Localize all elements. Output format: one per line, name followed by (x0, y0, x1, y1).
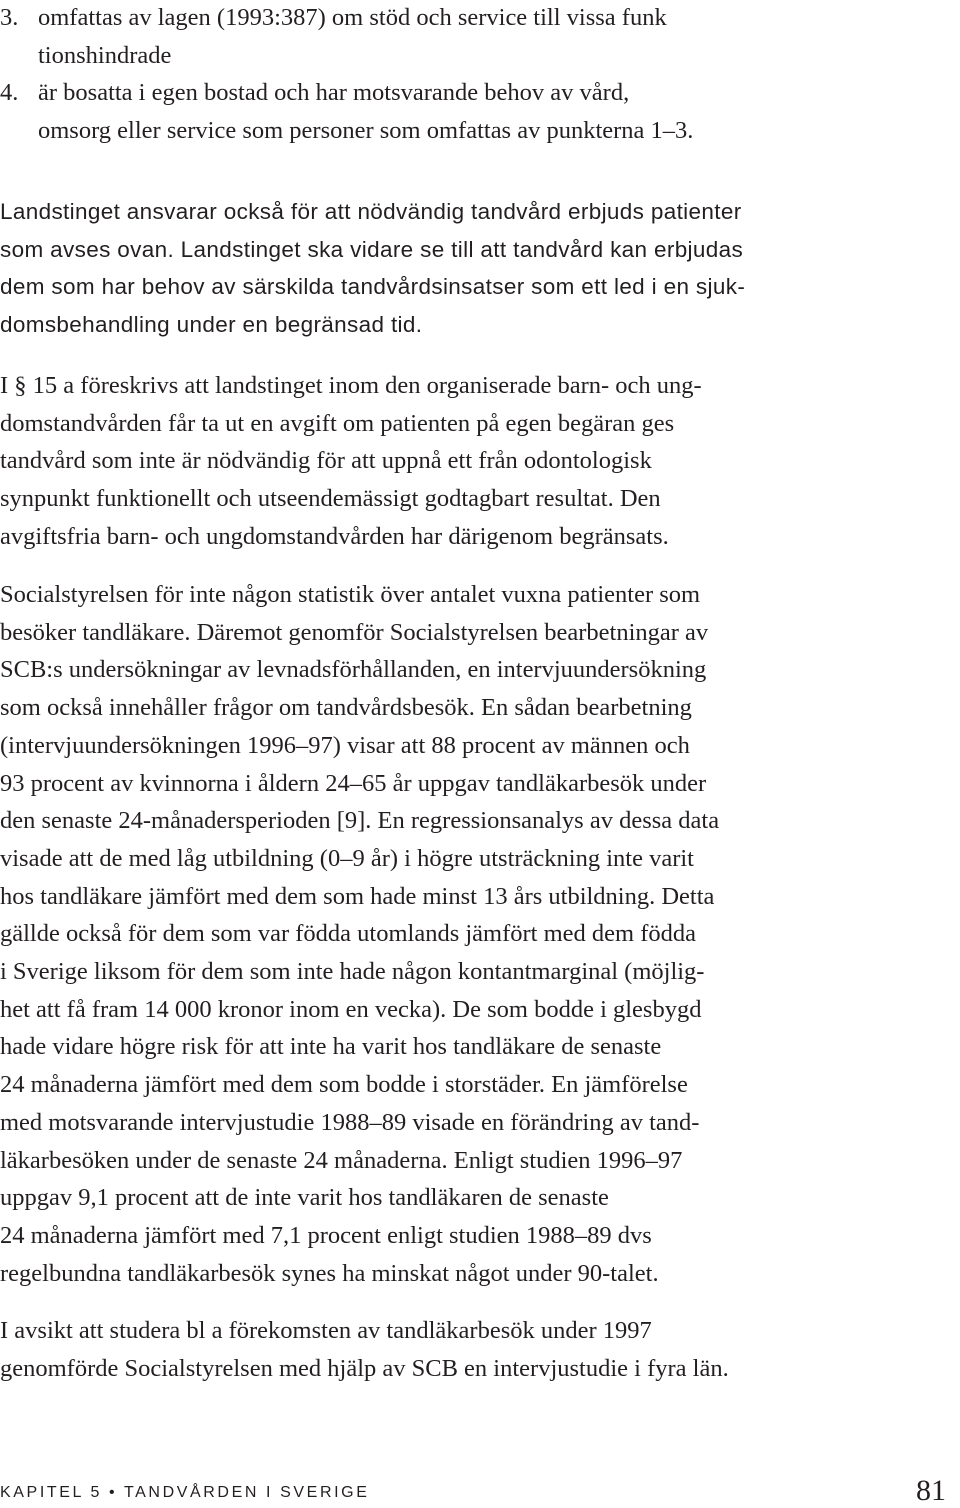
paragraph-line: som avses ovan. Landstinget ska vidare se till att tandvård kan erbjudas (0, 236, 744, 262)
paragraph-line: Landstinget ansvarar också för att nödvändig tandvård erbjuds patienter (0, 199, 742, 224)
body-paragraph (0, 367, 865, 556)
paragraph-line: den senaste 24-månadersperioden [9]. En regressionsanalys av dessa data (0, 807, 720, 835)
paragraph-line: regelbundna tandläkarbesök synes ha minskat något under 90-talet. (0, 1259, 659, 1287)
list-item-line: omfattas av lagen (1993:387) om stöd och service till vissa funk (38, 4, 667, 31)
paragraph-line: domstandvården får ta ut en avgift om patienten på egen begäran ges (0, 409, 675, 437)
paragraph-line: domsbehandling under en begränsad tid. (0, 312, 423, 338)
paragraph-line: 24 månaderna jämfört med dem som bodde i storstäder. En jämförelse (0, 1071, 688, 1099)
paragraph-line: I § 15 a föreskrivs att landstinget inom den organiserade barn- och ung- (0, 372, 702, 399)
page-footer (0, 1474, 946, 1508)
paragraph-line: avgiftsfria barn- och ungdomstandvården har därigenom begränsats. (0, 522, 669, 550)
body-paragraph (0, 576, 865, 1292)
paragraph-line: I avsikt att studera bl a förekomsten av tandläkarbesök under 1997 (0, 1317, 652, 1344)
paragraph-line: SCB:s undersökningar av levnadsförhållanden, en intervjuundersökning (0, 656, 707, 684)
paragraph-line: uppgav 9,1 procent att de inte varit hos tandläkaren de senaste (0, 1184, 609, 1212)
body-paragraph (0, 193, 865, 344)
paragraph-line: genomförde Socialstyrelsen med hjälp av SCB en intervjustudie i fyra län. (0, 1354, 729, 1382)
list-marker: 4. (0, 79, 19, 106)
page-number: 81 (916, 1474, 946, 1507)
paragraph-line: dem som har behov av särskilda tandvårdsinsatser som ett led i en sjuk- (0, 274, 746, 300)
numbered-list (0, 0, 898, 149)
paragraph-line: (intervjuundersökningen 1996–97) visar att 88 procent av männen och (0, 731, 690, 759)
paragraph-line: Socialstyrelsen för inte någon statistik över antalet vuxna patienter som (0, 581, 701, 608)
list-item-line: tionshindrade (38, 41, 172, 69)
paragraph-line: 24 månaderna jämfört med 7,1 procent enligt studien 1988–89 dvs (0, 1221, 652, 1249)
paragraph-line: i Sverige liksom för dem som inte hade någon kontantmarginal (möjlig- (0, 958, 705, 986)
list-item (0, 74, 898, 149)
paragraph-line: gällde också för dem som var födda utomlands jämfört med dem födda (0, 920, 697, 948)
paragraph-line: som också innehåller frågor om tandvårdsbesök. En sådan bearbetning (0, 694, 692, 722)
list-marker: 3. (0, 4, 19, 31)
running-title: KAPITEL 5 • TANDVÅRDEN I SVERIGE (0, 1484, 370, 1501)
list-item (0, 0, 898, 74)
paragraph-line: tandvård som inte är nödvändig för att uppnå ett från odontologisk (0, 447, 652, 475)
body-paragraph (0, 1312, 865, 1387)
paragraph-line: hade vidare högre risk för att inte ha varit hos tandläkare de senaste (0, 1033, 662, 1061)
paragraph-line: besöker tandläkare. Däremot genomför Socialstyrelsen bearbetningar av (0, 618, 709, 646)
list-item-line: är bosatta i egen bostad och har motsvarande behov av vård, (38, 79, 630, 106)
paragraph-line: visade att de med låg utbildning (0–9 år) i högre utsträckning inte varit (0, 844, 694, 872)
paragraph-line: het att få fram 14 000 kronor inom en vecka). De som bodde i glesbygd (0, 995, 702, 1023)
paragraph-line: synpunkt funktionellt och utseendemässigt godtagbart resultat. Den (0, 485, 661, 513)
paragraph-line: läkarbesöken under de senaste 24 månaderna. Enligt studien 1996–97 (0, 1146, 683, 1174)
list-item-line: omsorg eller service som personer som omfattas av punkterna 1–3. (38, 116, 694, 144)
paragraph-line: 93 procent av kvinnorna i åldern 24–65 år uppgav tandläkarbesök under (0, 769, 707, 797)
paragraph-line: med motsvarande intervjustudie 1988–89 visade en förändring av tand- (0, 1108, 700, 1136)
paragraph-line: hos tandläkare jämfört med dem som hade minst 13 års utbildning. Detta (0, 882, 715, 910)
